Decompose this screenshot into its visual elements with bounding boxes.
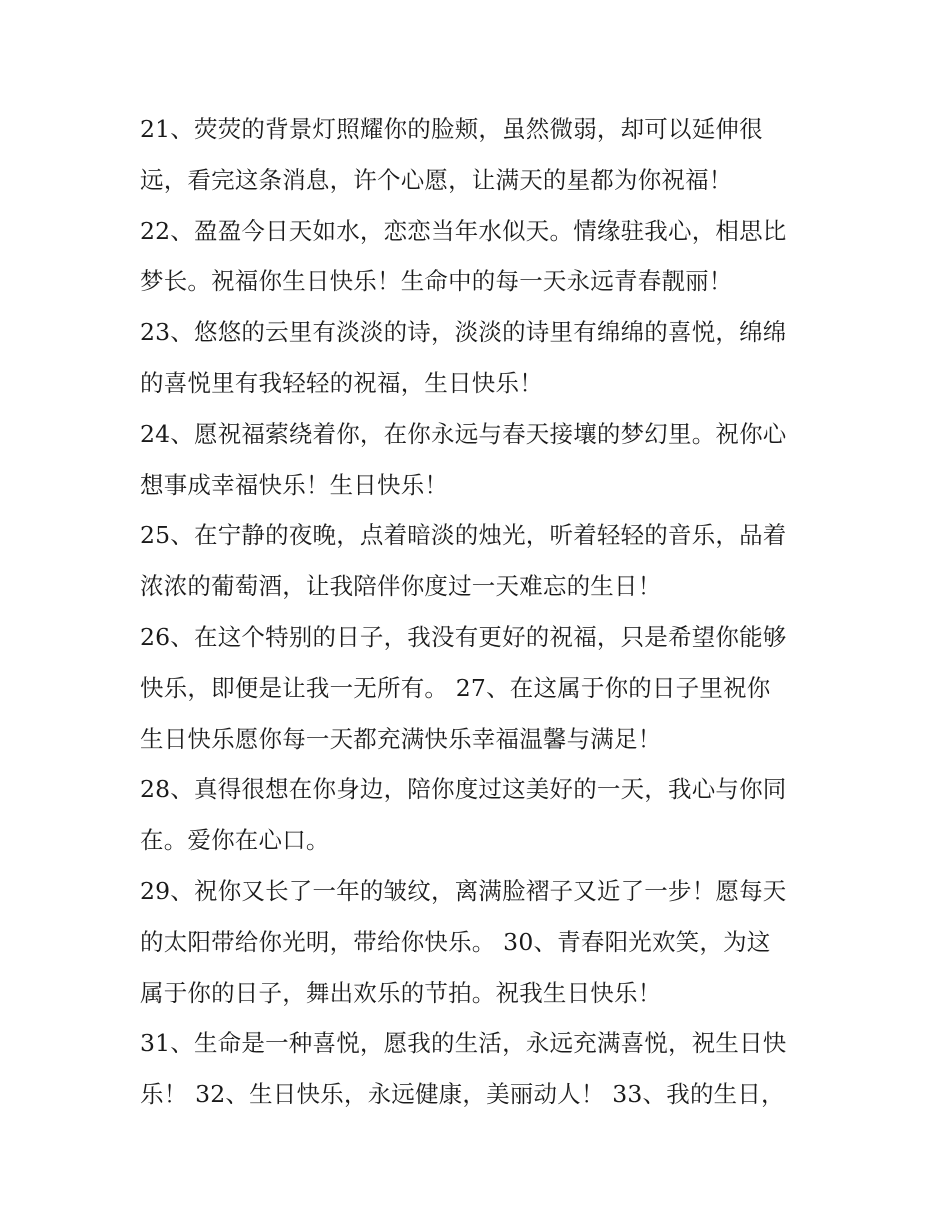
document-body [140, 104, 820, 1120]
text-line: 21、荧荧的背景灯照耀你的脸颊，虽然微弱，却可以延伸很 [140, 115, 763, 143]
text-line: 25、在宁静的夜晚，点着暗淡的烛光，听着轻轻的音乐，品着 [140, 521, 787, 550]
text-line: 想事成幸福快乐！生日快乐！ [140, 470, 449, 499]
text-line: 29、祝你又长了一年的皱纹，离满脸褶子又近了一步！愿每天 [140, 876, 787, 905]
text-line: 31、生命是一种喜悦，愿我的生活，永远充满喜悦，祝生日快 [140, 1029, 787, 1058]
text-line: 24、愿祝福萦绕着你，在你永远与春天接壤的梦幻里。祝你心 [140, 419, 787, 448]
text-line: 28、真得很想在你身边，陪你度过这美好的一天，我心与你同 [140, 775, 787, 804]
text-line: 的太阳带给你光明，带给你快乐。 30、青春阳光欢笑，为这 [140, 927, 771, 956]
text-line: 梦长。祝福你生日快乐！生命中的每一天永远青春靓丽！ [140, 267, 733, 296]
text-line: 26、在这个特别的日子，我没有更好的祝福，只是希望你能够 [140, 622, 787, 651]
text-line: 生日快乐愿你每一天都充满快乐幸福温馨与满足！ [140, 724, 662, 753]
text-line: 浓浓的葡萄酒，让我陪伴你度过一天难忘的生日！ [140, 572, 662, 601]
text-line: 属于你的日子，舞出欢乐的节拍。祝我生日快乐！ [140, 978, 662, 1007]
text-line: 远，看完这条消息，许个心愿，让满天的星都为你祝福！ [140, 165, 733, 194]
text-line: 快乐，即便是让我一无所有。 27、在这属于你的日子里祝你 [140, 673, 771, 702]
text-line: 的喜悦里有我轻轻的祝福，生日快乐！ [140, 368, 543, 397]
text-line: 在。爱你在心口。 [140, 826, 330, 855]
text-line: 22、盈盈今日天如水，恋恋当年水似天。情缘驻我心，相思比 [140, 216, 787, 245]
text-line: 23、悠悠的云里有淡淡的诗，淡淡的诗里有绵绵的喜悦，绵绵 [140, 318, 787, 347]
text-line: 乐！ 32、生日快乐，永远健康，美丽动人！ 33、我的生日， [140, 1080, 785, 1109]
